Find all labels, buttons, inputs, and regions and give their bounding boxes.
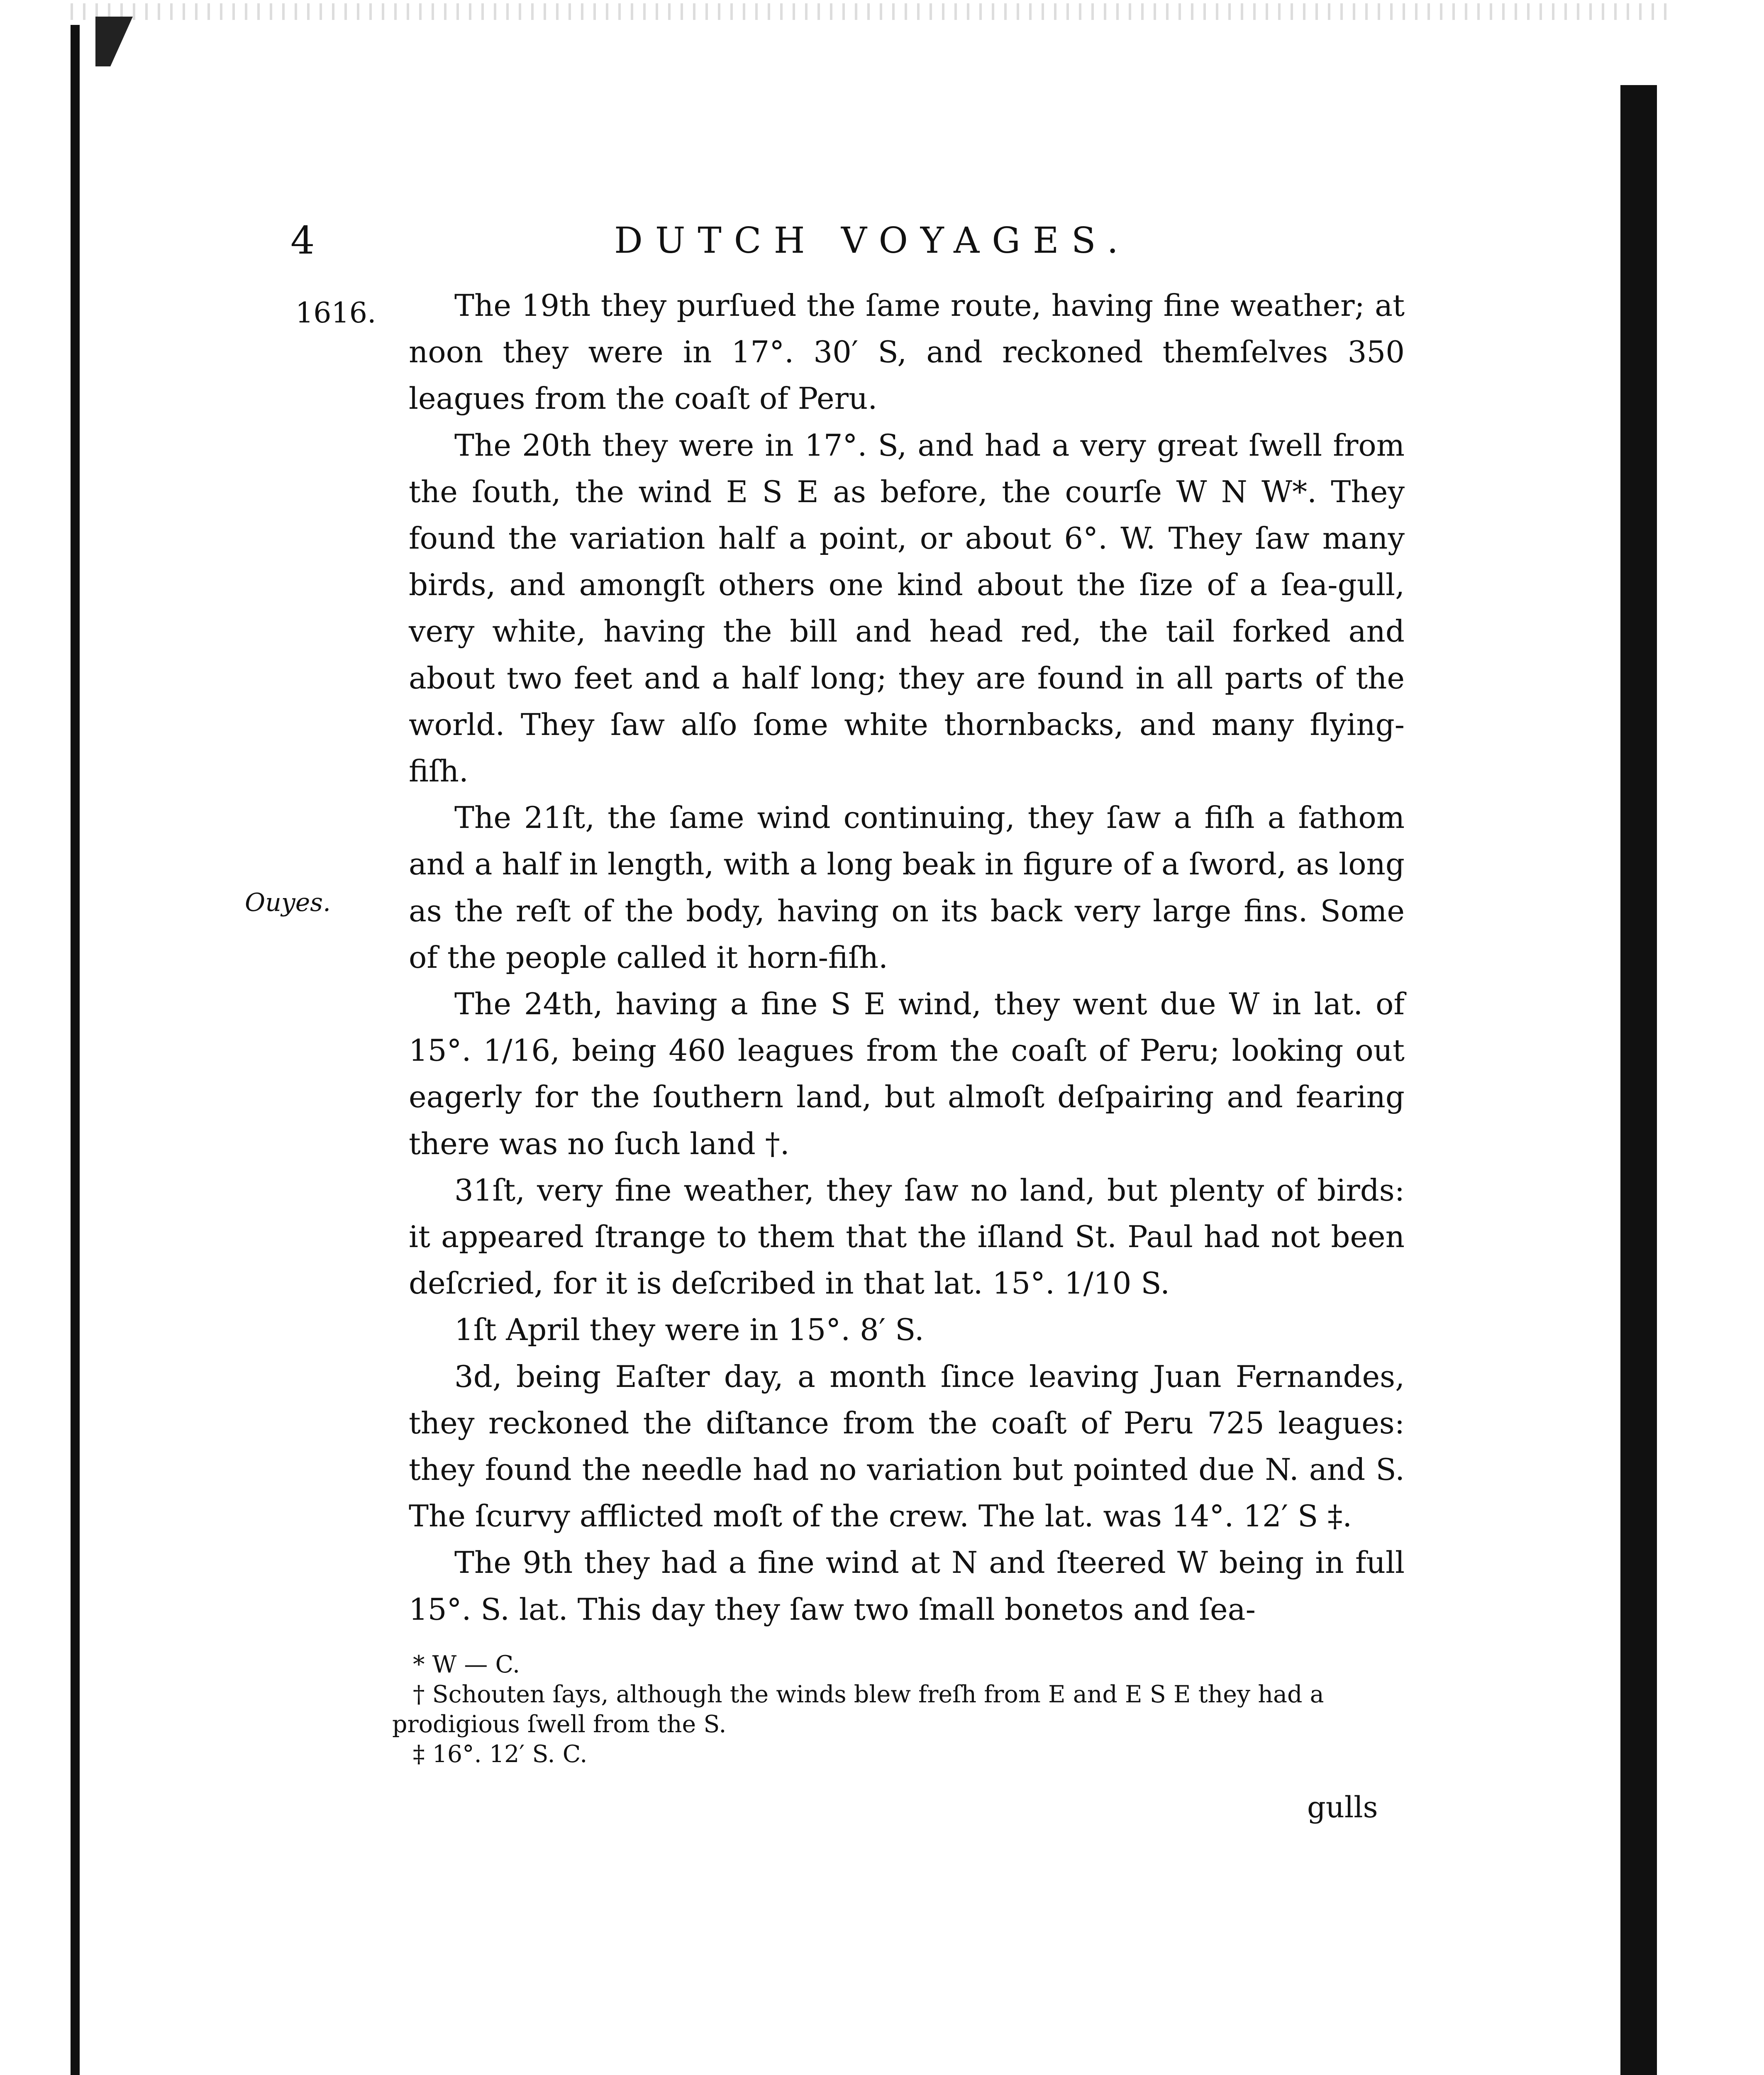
running-head <box>0 216 1764 266</box>
paragraph: 31ſt, very fine weather, they ſaw no land, but plenty of birds: it appeared ſtrange to them that the iſland St. Paul had not been deſcried, for it is deſcribed in that lat. 15°. 1/10 S. <box>409 1172 1405 1301</box>
paragraph: 1ſt April they were in 15°. 8′ S. <box>454 1312 924 1348</box>
footnote: † Schouten ſays, although the winds blew freſh from E and E S E they had a prodigious ſwell from the S. <box>392 1681 1324 1738</box>
paragraph: The 20th they were in 17°. S, and had a very great ſwell from the ſouth, the wind E S E as before, the courſe W N W*. They found the variation half a point, or about 6°. W. They ſaw many birds, and amongſt others one kind about the ſize of a ſea-gull, very white, having the bill and head red, the tail forked and about two feet and a half long; they are found in all parts of the world. They ſaw alſo ſome white thornbacks, and many flying-fiſh. <box>409 427 1405 789</box>
paragraph: The 21ſt, the ſame wind continuing, they ſaw a fiſh a fathom and a half in length, with a long beak in figure of a ſword, as long as the reſt of the body, having on its back very large fins. Some of the people called it horn-fiſh. <box>409 800 1405 975</box>
margin-year: 1616. <box>295 297 376 330</box>
paragraph: The 19th they purſued the ſame route, having fine weather; at noon they were in 17°. 30′ S, and reckoned themſelves 350 leagues from the coaſt of Peru. <box>409 288 1405 416</box>
footnotes <box>392 1650 1405 1769</box>
body-text <box>409 282 1405 1633</box>
page-number: 4 <box>290 218 315 263</box>
paragraph: The 24th, having a fine S E wind, they went due W in lat. of 15°. 1/16, being 460 leagues from the coaſt of Peru; looking out eagerly for the ſouthern land, but almoſt deſpairing and fearing there was no ſuch land †. <box>409 986 1405 1161</box>
footnote: ‡ 16°. 12′ S. C. <box>413 1741 588 1768</box>
margin-note: Ouyes. <box>245 888 331 917</box>
paragraph: The 9th they had a fine wind at N and ſteered W being in full 15°. S. lat. This day they ſaw two ſmall bonetos and ſea- <box>409 1545 1405 1627</box>
paragraph: 3d, being Eaſter day, a month ſince leaving Juan Fernandes, they reckoned the diſtance from the coaſt of Peru 725 leagues: they found the needle had no variation but pointed due N. and S. The ſcurvy afflicted moſt of the crew. The lat. was 14°. 12′ S ‡. <box>409 1359 1405 1534</box>
footnote: * W — C. <box>413 1651 520 1678</box>
running-title: DUTCH VOYAGES. <box>614 220 1131 261</box>
scan-edge-right <box>1620 85 1657 2075</box>
scan-edge-top <box>71 3 1672 20</box>
scan-edge-left <box>71 25 80 2075</box>
scan-smudge <box>95 17 133 66</box>
catchword: gulls <box>1307 1790 1378 1824</box>
